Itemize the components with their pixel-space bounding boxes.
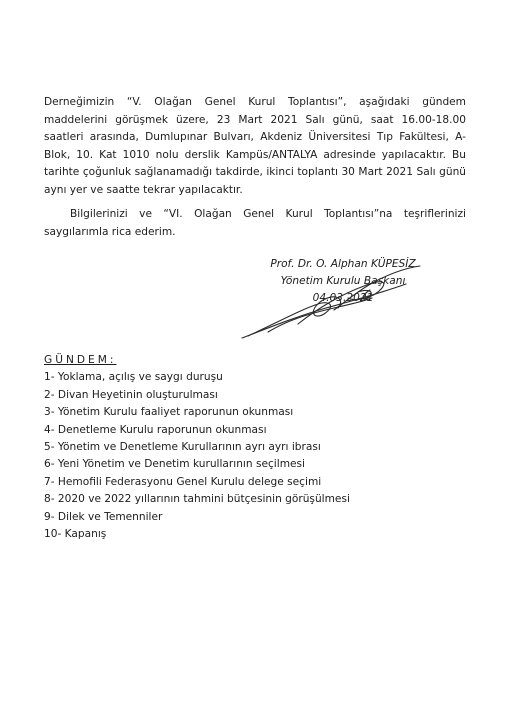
agenda-item: 10- Kapanış xyxy=(44,528,107,541)
agenda-item: 9- Dilek ve Temenniler xyxy=(44,510,163,523)
handwritten-signature-icon xyxy=(238,258,428,342)
signature-date: 04.03.2021 xyxy=(312,292,374,304)
agenda-item: 3- Yönetim Kurulu faaliyet raporunun okunması xyxy=(44,406,294,419)
agenda-item: 1- Yoklama, açılış ve saygı duruşu xyxy=(44,371,223,384)
agenda-title: GÜNDEM: xyxy=(44,354,117,366)
signatory-name: Prof. Dr. O. Alphan KÜPESİZ xyxy=(270,258,416,270)
agenda-item: 6- Yeni Yönetim ve Denetim kurullarının seçilmesi xyxy=(44,458,305,471)
agenda-item: 7- Hemofili Federasyonu Genel Kurulu delege seçimi xyxy=(44,475,322,488)
signatory-title: Yönetim Kurulu Başkanı xyxy=(280,275,406,287)
agenda-section xyxy=(44,352,474,543)
invitation-paragraph: Derneğimizin “V. Olağan Genel Kurul Toplantısı”, aşağıdaki gündem maddelerini görüşmek üzere, 23 Mart 2021 Salı günü, saat 16.00-18.00 saatleri arasında, Dumlupınar Bulvarı, Akdeniz Üniversitesi Tıp Fakültesi, A-Blok, 10. Kat 1010 nolu derslik Kampüs/ANTALYA adresinde yapılacaktır. Bu tarihte çoğunluk sağlanamadığı takdirde, ikinci toplantı 30 Mart 2021 Salı günü aynı yer ve saatte tekrar yapılacaktır. xyxy=(44,96,466,196)
agenda-item: 4- Denetleme Kurulu raporunun okunması xyxy=(44,423,267,436)
closing-paragraph: Bilgilerinizi ve “VI. Olağan Genel Kurul Toplantısı”na teşriflerinizi saygılarımla rica ederim. xyxy=(44,208,466,238)
agenda-item: 8- 2020 ve 2022 yıllarının tahmini bütçesinin görüşülmesi xyxy=(44,493,350,506)
agenda-list xyxy=(44,369,474,543)
agenda-item: 5- Yönetim ve Denetleme Kurullarının ayrı ayrı ibrası xyxy=(44,441,321,454)
agenda-item: 2- Divan Heyetinin oluşturulması xyxy=(44,388,218,401)
